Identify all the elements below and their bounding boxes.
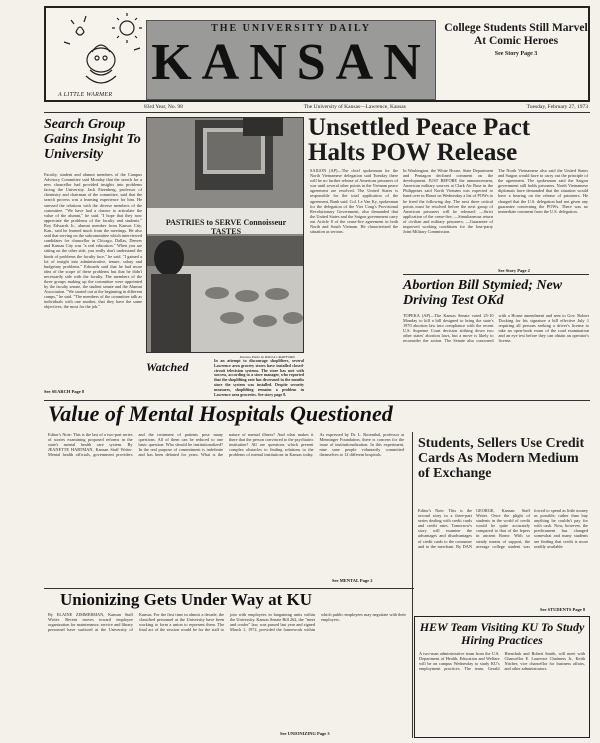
mental-headline: Value of Mental Hospitals Questioned xyxy=(48,401,393,426)
grocery-photo xyxy=(146,117,304,353)
union-body: By ELAINE ZIMMERMAN, Kansan Staff Writer. Recent moves toward employee organization for maintenance, service and library personnel have surfaced at the University of Kansas. For the first time in almost a decade, the classified personnel at the University have been working to form a union to represent them. The final act of the session would be for the staff to join with employees in bargaining units within the University. Kansas Senate Bill 262, the "meet and confer" law, was passed last year and signed March 1, 1972, provided the framework within which public employees may negotiate with their employers. xyxy=(48,612,406,633)
nameplate-title: KANSAN xyxy=(151,34,431,91)
abortion-body: TOPEKA (AP)—The Kansas Senate voted 25-10 Monday to kill a bill designed to bring the state's 1970 abortion law into compliance with the recent U.S. Supreme Court decision striking down two other states' abortion laws, but a move is likely to reconsider the action. The Senate also concurred with a House amendment and sent to Gov. Robert Docking for his signature a bill effective July 1 requiring all persons seeking a driver's license to take an open-book exam of the road examination and an eye test before they can obtain an operator's license. xyxy=(403,313,589,344)
promo-see-story: See Story Page 3 xyxy=(494,51,538,57)
promo-headline: College Students Still Marvel At Comic Heroes xyxy=(444,22,588,47)
union-rule xyxy=(44,588,414,589)
hew-body: A two-man administrative team from the U.S. Department of Health, Education and Welfare will be on campus Wednesday to study KU's employment practices. The team, Gerald Hrenchuk and Robert Smith, will meet with Chancellor E. Laurence Chalmers Jr., Keith Nitcher, vice chancellor for business affairs, and other administrators. xyxy=(419,651,585,672)
search-headline: Search Group Gains Insight To University xyxy=(44,117,141,162)
students-see-story: See STUDENTS Page 8 xyxy=(540,607,586,612)
abortion-rule xyxy=(403,274,589,275)
column-divider xyxy=(412,432,413,738)
masthead xyxy=(44,6,590,102)
promo-box xyxy=(444,22,588,57)
university-location: The University of Kansas—Lawrence, Kansas xyxy=(303,104,406,110)
peace-see-story: See Story Page 2 xyxy=(498,268,530,273)
photo-credit: Kansan Photo by PAULA CRAWFORD xyxy=(240,355,295,359)
photo-sign: PASTRIES to SERVE Connoisseur TASTES xyxy=(165,218,287,236)
issue-date: Tuesday, February 27, 1973 xyxy=(526,104,588,110)
abortion-headline: Abortion Bill Stymied; New Driving Test OKd xyxy=(403,278,563,308)
union-headline: Unionizing Gets Under Way at KU xyxy=(60,590,313,609)
weather-cartoon-logo xyxy=(54,12,148,96)
students-headline: Students, Sellers Use Credit Cards As Modern Medium of Exchange xyxy=(418,436,585,481)
hew-box xyxy=(414,616,590,738)
search-body: Faculty, student and alumni members of the Campus Advisory Committee said Monday that the search for a new chancellor had provided insights into problems facing the University. Jack Eizenberg, professor of chemistry and chairman of the committee, said that the search process was a learning experience for him. He stressed the relations with the diverse members of the committee. "We have had a chance to articulate the value of the alumni," he said. "I hope that they now appreciate the problems of the faculty and students." Roy Edwards Jr., alumni member from Kansas City, Kan., said he learned much from the meetings. He also said that serving on the subcommittee which interviewed candidates for chancellor in Chicago, Dallas, Denver and Kansas City was "a real education." When you are sitting on the other side, you really don't understand the kinds of problems the faculty face," he said. "I gained a lot of insight into administrative, tenure, salary and budgetary problems." Edwards said that he had more idea of the scope of these problems but that he didn't necessarily side with the faculty. The members of the three groups making up the committee were appointed by the faculty senate, the student senate and the Alumni Association. "We started out at the beginning in different camps," he said. "The members of the committee talk as individuals with one another, that they have the same objectives, the most for the job." xyxy=(44,172,142,310)
mental-body: Editor's Note: This is the last of a two-part series of stories examining proposed reforms in the state's mental health care system. By JEANETTE HARTMAN, Kansan Staff Writer. Mental health officials, government providers and the treatment of patients pose many questions. All of them can be reduced to one basic question: Who should be institutionalized? In the real purpose of commitment is indefinite and has been debated for years. What is the nature of mental illness? And what makes it there that the person convinced to the psychiatric institution? All are questions which present complex obstacles to finding solutions to the problems of mental institutions in Kansas today. As expressed by Dr. L. Rosenthal, professor at Menninger Foundation, there is concern for the issue of institutionalization. In this experiment, nine sane people voluntarily committed themselves to 12 different hospitals. xyxy=(48,432,404,458)
union-see-story: See UNIONIZING Page 3 xyxy=(280,731,330,736)
nameplate-subtitle: THE UNIVERSITY DAILY xyxy=(211,23,371,34)
photo-caption-title: Watched xyxy=(146,360,189,374)
nameplate xyxy=(146,20,436,100)
masthead-rule xyxy=(44,112,590,113)
peace-body-col2: In Washington, the White House, State Department and Pentagon declined comment on the development. JUST BEFORE the announcement, American military sources at Clark Air Base in the Philippines said North Vietnam was expected to hand over in Hanoi on Wednesday a list of POWs to be freed the following day. The next three critical points must be resolved before the next group of American prisoners will be released: —Strict application of the cease-fire; —Simultaneous return of civilian and military prisoners; —Guarantee of improved working conditions for the four-party Joint Military Commission. xyxy=(403,168,493,235)
photo-caption: In an attempt to discourage shoplifters, several Lawrence area grocery stores have installed closed-circuit television systems. The store has met with success, according to a store manager, who reported that the shoplifting rate has decreased in the months since the system was installed. Despite security measures, shoplifting remains a problem in Lawrence area groceries. See story page 8. xyxy=(214,359,304,397)
search-see-story: See SEARCH Page 8 xyxy=(44,389,85,394)
peace-body-col3: The North Vietnamese also said the United States and Saigon would have to carry out the principle of the agreement. The spokesman said the Saigon government still holds prisoners. North Vietnamese diplomats have demanded that the situation would have a bearing on the release of prisoners. He charged that the U.S. delegation had not given any guarantee concerning the POWs. There was no immediate comment from the U.S. delegation. xyxy=(498,168,588,214)
mental-see-story: See MENTAL Page 2 xyxy=(332,578,373,583)
students-body: Editor's Note: This is the second story in a three-part series dealing with credit cards and credit rates. Tomorrow's story will examine the advantages and disadvantages of credit cards to the consumer and to the merchant. By DAN GEORGE, Kansan Staff Writer. Once the plight of students in the world of credit would be quite accurately compared to that of the lepers in ancient Rome. With so steady means of support, the average college student was forced to spend as little money as possible, rather than buy anything he couldn't pay for with cash. Now, however, the predicament has changed somewhat and many students are finding that credit is more readily available. xyxy=(418,508,588,549)
peace-headline: Unsettled Peace Pact Halts POW Release xyxy=(308,114,531,166)
hew-headline: HEW Team Visiting KU To Study Hiring Practices xyxy=(419,620,585,647)
volume-number: 83rd Year, No. 98 xyxy=(144,104,183,110)
logo-caption: A LITTLE WARMER xyxy=(58,92,113,98)
dateline xyxy=(144,104,588,110)
peace-body-col1: SAIGON (AP)—The chief spokesman for the North Vietnamese delegation said Tuesday there will be no further release of American prisoners of war until several other points in the Vietnam peace agreement are resolved. The United States is responsible for the total application of the agreement, Ranh said. Col. Le Van Ky, spokesman for the delegation of the Viet Cong's Provisional Revolutionary Government, also demanded that the United States and the Saigon government carry out Article 8 of the cease-fire agreement in both North and South Vietnam. He characterized the situation as serious. xyxy=(310,168,398,235)
